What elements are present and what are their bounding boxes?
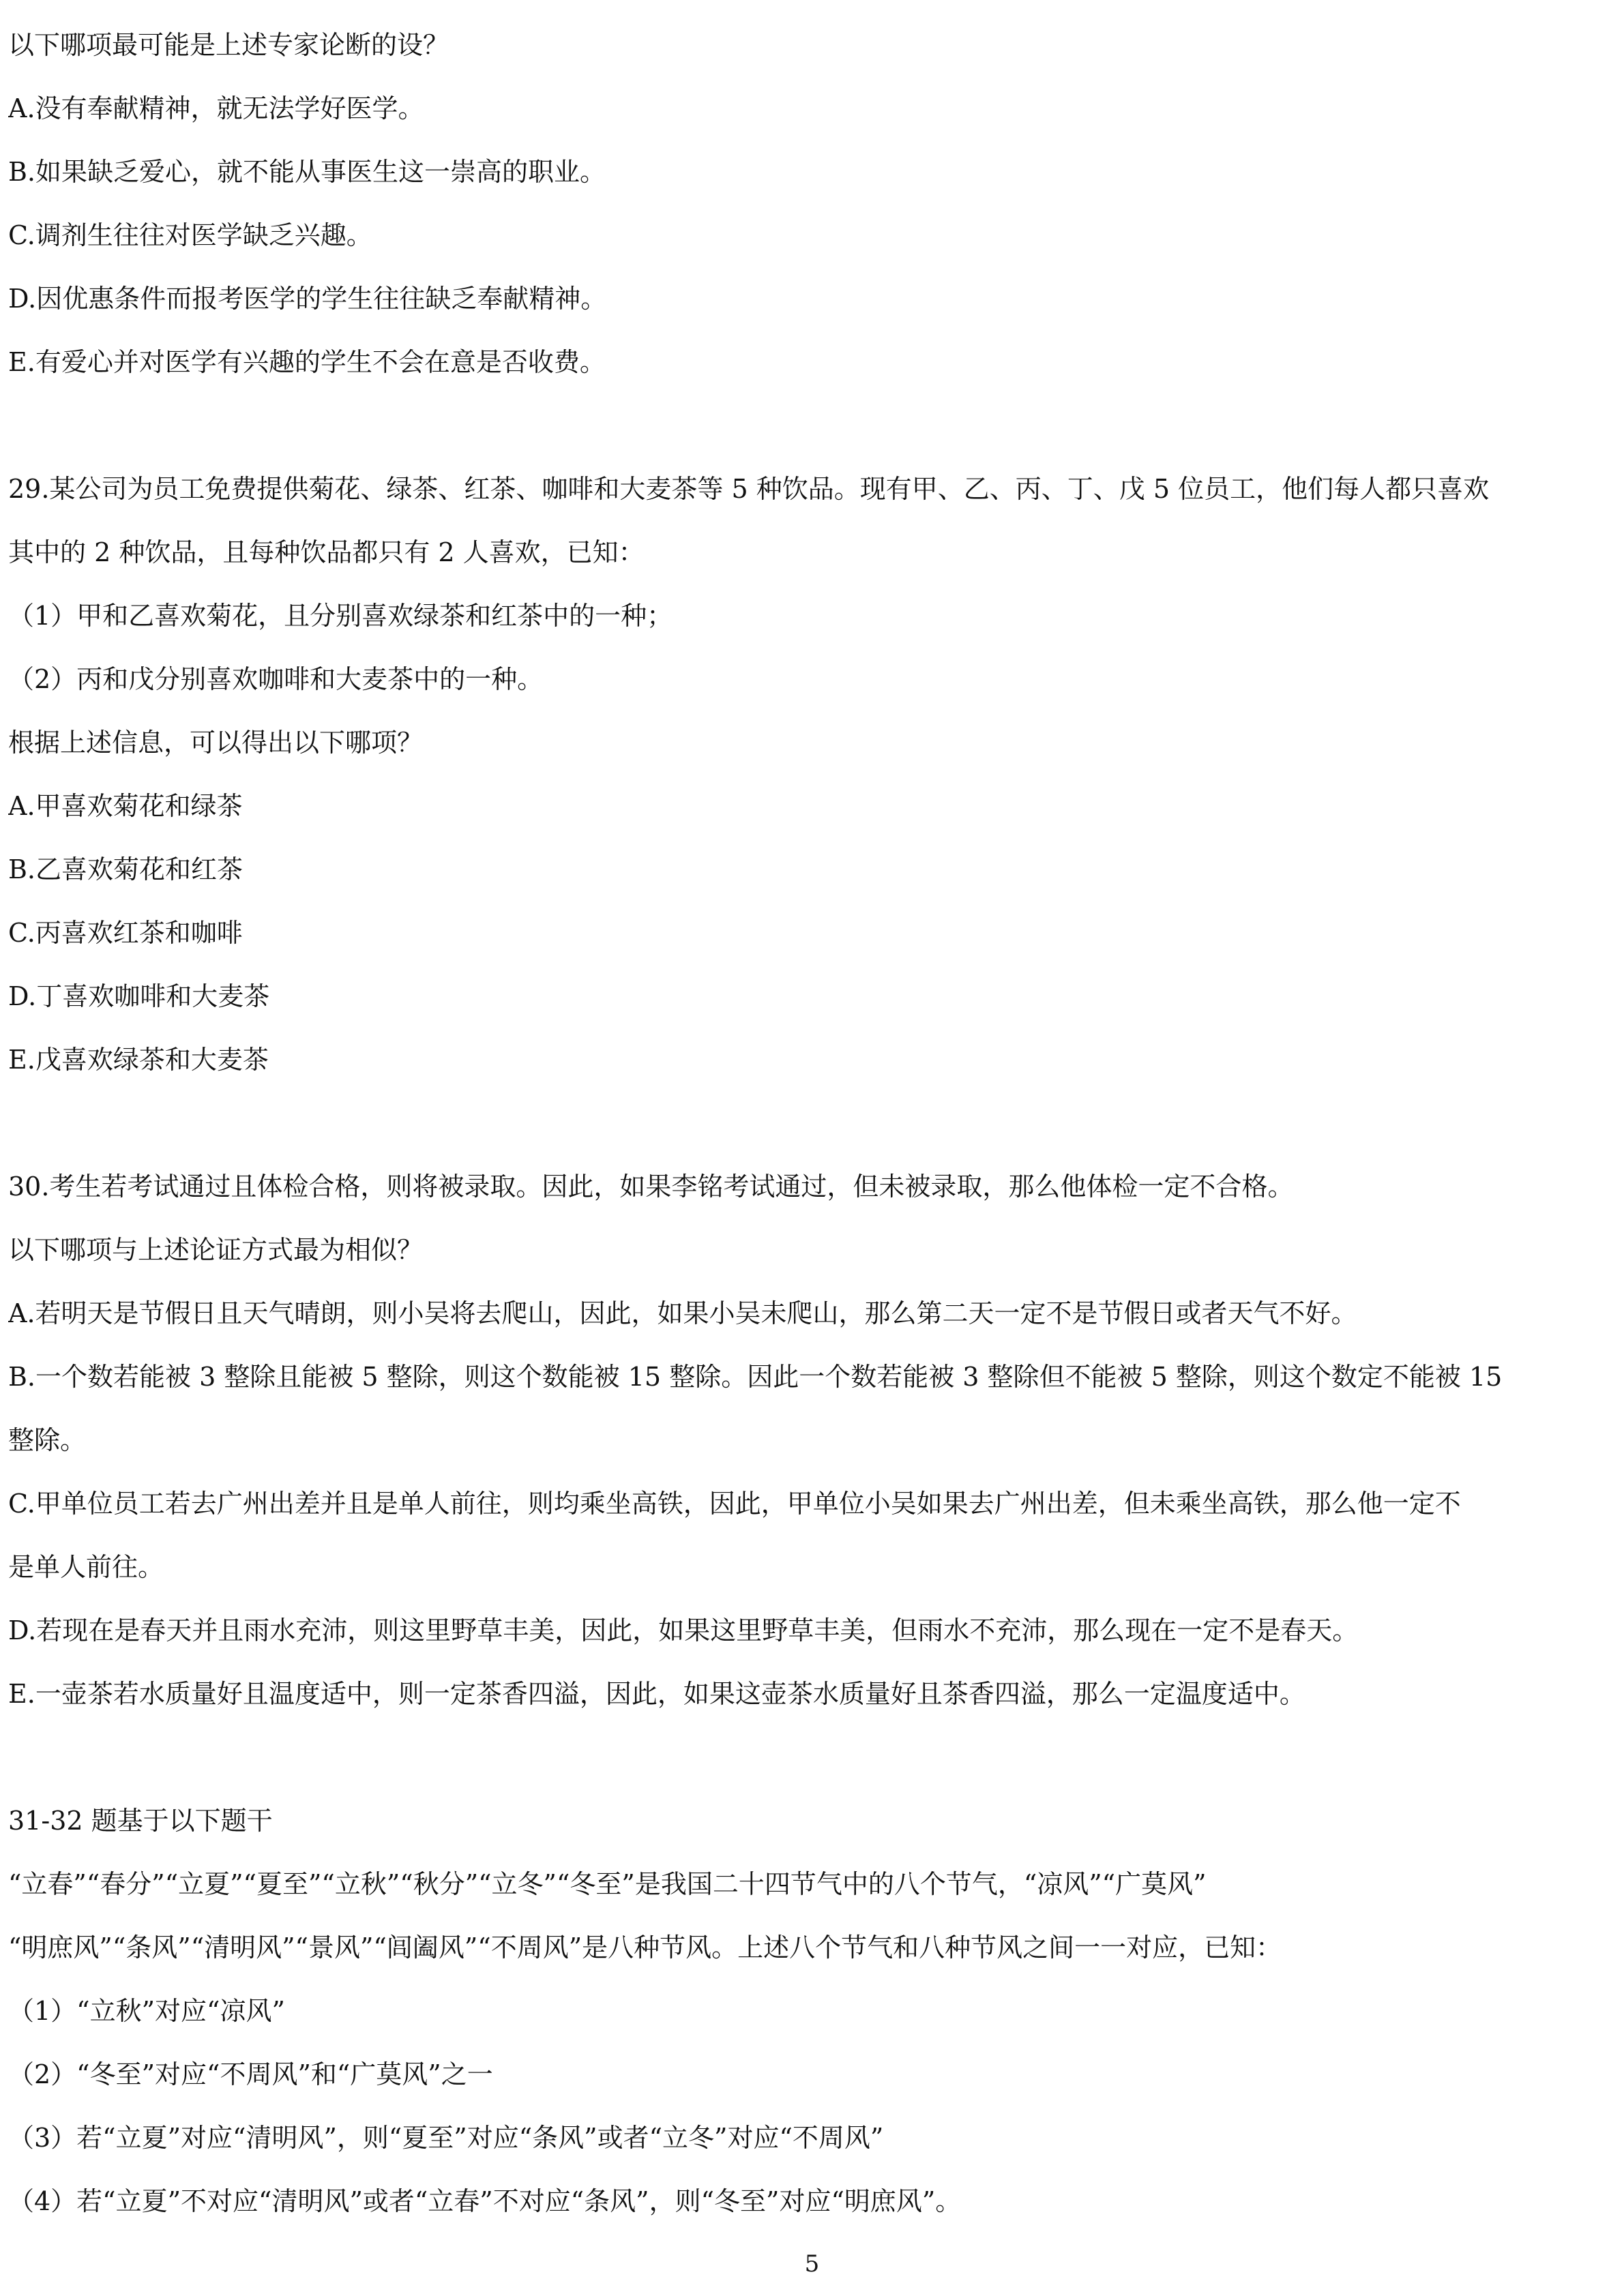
block-spacer <box>8 1726 1614 1789</box>
option-a: A.没有奉献精神，就无法学好医学。 <box>8 93 424 123</box>
option-c: C.甲单位员工若去广州出差并且是单人前往，则均乘坐高铁，因此，甲单位小吴如果去广州出差，但未乘坐高铁，那么他一定不 <box>8 1489 1461 1519</box>
option-c: C.调剂生往往对医学缺乏兴趣。 <box>8 220 372 250</box>
option-a: A.甲喜欢菊花和绿茶 <box>8 791 243 821</box>
condition-1: （1）“立秋”对应“凉风” <box>8 1996 285 2026</box>
option-b: B.如果缺乏爱心，就不能从事医生这一崇高的职业。 <box>8 157 606 187</box>
condition-2: （2）“冬至”对应“不周风”和“广莫风”之一 <box>8 2059 493 2089</box>
question-stem-line: “立春”“春分”“立夏”“夏至”“立秋”“秋分”“立冬”“冬至”是我国二十四节气中的八个节气，“凉风”“广莫风” <box>8 1869 1207 1899</box>
section-heading: 31-32 题基于以下题干 <box>8 1806 273 1836</box>
question-stem-line: 其中的 2 种饮品，且每种饮品都只有 2 人喜欢，已知： <box>8 537 645 567</box>
condition-1: （1）甲和乙喜欢菊花，且分别喜欢绿茶和红茶中的一种； <box>8 601 673 631</box>
option-b: B.一个数若能被 3 整除且能被 5 整除，则这个数能被 15 整除。因此一个数若能被 3 整除但不能被 5 整除，则这个数定不能被 15 <box>8 1362 1503 1392</box>
option-d: D.丁喜欢咖啡和大麦茶 <box>8 981 270 1011</box>
question-prompt: 以下哪项与上述论证方式最为相似？ <box>8 1235 424 1265</box>
condition-4: （4）若“立夏”不对应“清明风”或者“立春”不对应“条风”，则“冬至”对应“明庶风”。 <box>8 2186 962 2216</box>
question-29 <box>8 458 1614 1092</box>
question-prompt: 根据上述信息，可以得出以下哪项？ <box>8 728 424 758</box>
option-b-continued: 整除。 <box>8 1425 87 1455</box>
condition-3: （3）若“立夏”对应“清明风”，则“夏至”对应“条风”或者“立冬”对应“不周风” <box>8 2123 884 2153</box>
option-e: E.戊喜欢绿茶和大麦茶 <box>8 1045 269 1075</box>
condition-2: （2）丙和戊分别喜欢咖啡和大麦茶中的一种。 <box>8 664 544 694</box>
question-stem-line: 30.考生若考试通过且体检合格，则将被录取。因此，如果李铭考试通过，但未被录取，那么他体检一定不合格。 <box>8 1172 1294 1202</box>
question-28-options <box>8 14 1614 394</box>
option-e: E.一壶茶若水质量好且温度适中，则一定茶香四溢，因此，如果这壶茶水质量好且茶香四溢，那么一定温度适中。 <box>8 1679 1305 1709</box>
option-c: C.丙喜欢红茶和咖啡 <box>8 918 243 948</box>
block-spacer <box>8 1092 1614 1155</box>
block-spacer <box>8 394 1614 458</box>
option-e: E.有爱心并对医学有兴趣的学生不会在意是否收费。 <box>8 347 606 377</box>
option-b: B.乙喜欢菊花和红茶 <box>8 854 243 884</box>
option-a: A.若明天是节假日且天气晴朗，则小吴将去爬山，因此，如果小吴未爬山，那么第二天一定不是节假日或者天气不好。 <box>8 1298 1357 1328</box>
question-stem-line: 29.某公司为员工免费提供菊花、绿茶、红茶、咖啡和大麦茶等 5 种饮品。现有甲、乙、丙、丁、戊 5 位员工，他们每人都只喜欢 <box>8 474 1490 504</box>
page-content <box>8 14 1614 2233</box>
question-prompt: 以下哪项最可能是上述专家论断的设？ <box>8 30 449 60</box>
question-30 <box>8 1155 1614 1726</box>
option-d: D.若现在是春天并且雨水充沛，则这里野草丰美，因此，如果这里野草丰美，但雨水不充沛，那么现在一定不是春天。 <box>8 1615 1359 1645</box>
question-31-32-stem <box>8 1789 1614 2233</box>
option-c-continued: 是单人前往。 <box>8 1552 164 1582</box>
question-stem-line: “明庶风”“条风”“清明风”“景风”“闾阖风”“不周风”是八种节风。上述八个节气和八种节风之间一一对应，已知： <box>8 1933 1282 1963</box>
page-number: 5 <box>804 2250 820 2278</box>
option-d: D.因优惠条件而报考医学的学生往往缺乏奉献精神。 <box>8 284 607 314</box>
